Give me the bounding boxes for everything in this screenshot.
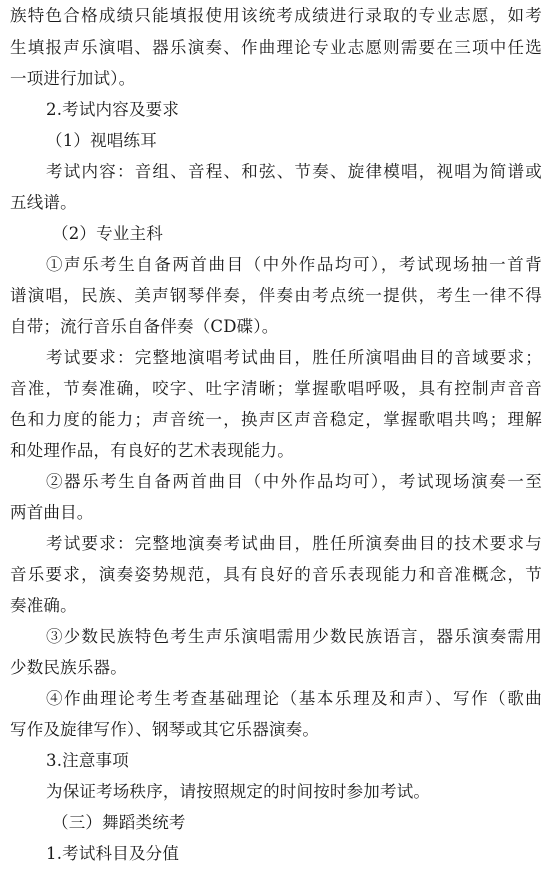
text-line: ③少数民族特色考生声乐演唱需用少数民族语言，器乐演奏需用 — [46, 627, 542, 646]
section-heading: （三）舞蹈类统考 — [52, 813, 186, 832]
text-line: ④作曲理论考生考查基础理论（基本乐理及和声）、写作（歌曲 — [46, 689, 542, 708]
text-line: 族特色合格成绩只能填报使用该统考成绩进行录取的专业志愿，如考 — [10, 6, 542, 25]
section-heading: 2.考试内容及要求 — [46, 100, 180, 119]
subsection-heading: （2）专业主科 — [52, 224, 163, 243]
text-line: 生填报声乐演唱、器乐演奏、作曲理论专业志愿则需要在三项中任选 — [10, 38, 542, 57]
text-line: ①声乐考生自备两首曲目（中外作品均可），考试现场抽一首背 — [46, 255, 542, 274]
text-line: ②器乐考生自备两首曲目（中外作品均可），考试现场演奏一至 — [46, 472, 542, 491]
text-line: 音准，节奏准确，咬字、吐字清晰；掌握歌唱呼吸，具有控制声音音 — [10, 379, 542, 398]
text-line: 和处理作品，有良好的艺术表现能力。 — [10, 441, 294, 460]
text-line: 为保证考场秩序，请按照规定的时间按时参加考试。 — [46, 782, 431, 801]
text-line: 写作及旋律写作）、钢琴或其它乐器演奏。 — [10, 720, 320, 739]
text-line: 奏准确。 — [10, 596, 77, 615]
section-heading: 3.注意事项 — [46, 751, 129, 770]
section-heading: 1.考试科目及分值 — [46, 844, 180, 863]
text-line: 考试内容：音组、音程、和弦、节奏、旋律模唱，视唱为简谱或 — [46, 162, 542, 181]
text-line: 少数民族乐器。 — [10, 658, 127, 677]
text-line: 两首曲目。 — [10, 503, 94, 522]
text-line: 考试要求：完整地演奏考试曲目，胜任所演奏曲目的技术要求与 — [46, 534, 542, 553]
text-line: 谱演唱，民族、美声钢琴伴奏，伴奏由考点统一提供，考生一律不得 — [10, 286, 542, 305]
text-line: 音乐要求，演奏姿势规范，具有良好的音乐表现能力和音准概念，节 — [10, 565, 542, 584]
subsection-heading: （1）视唱练耳 — [46, 131, 157, 150]
text-line: 五线谱。 — [10, 193, 77, 212]
text-line: 一项进行加试）。 — [10, 69, 136, 88]
text-line: 色和力度的能力；声音统一，换声区声音稳定，掌握歌唱共鸣；理解 — [10, 410, 542, 429]
text-line: 自带；流行音乐自备伴奏（CD碟）。 — [10, 317, 279, 336]
text-line: 考试要求：完整地演唱考试曲目，胜任所演唱曲目的音域要求； — [46, 348, 542, 367]
